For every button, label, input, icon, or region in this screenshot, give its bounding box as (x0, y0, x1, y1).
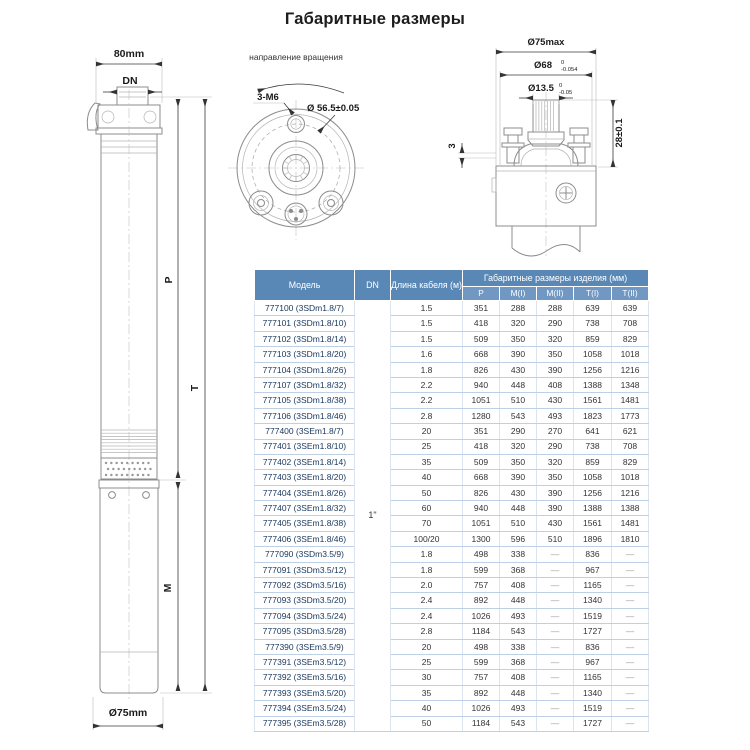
table-row (255, 608, 649, 623)
cell-dimension: 408 (537, 377, 574, 392)
table-row (255, 454, 649, 469)
cell-dimension: 621 (612, 424, 649, 439)
pump-outlet (117, 87, 148, 105)
cell-model: 777395 (3SEm3.5/28) (255, 716, 355, 731)
cell-cable-length: 20 (391, 424, 463, 439)
table-row (255, 301, 649, 316)
cell-cable-length: 1.8 (391, 362, 463, 377)
cell-dimension: 498 (463, 547, 500, 562)
cell-dimension: 1184 (463, 716, 500, 731)
cell-model: 777390 (3SEm3.5/9) (255, 639, 355, 654)
cell-dimension: 338 (500, 639, 537, 654)
table-row (255, 547, 649, 562)
cell-dimension: 390 (537, 485, 574, 500)
column-header-t1: T(I) (574, 287, 612, 301)
table-row (255, 424, 649, 439)
cell-dimension: — (612, 624, 649, 639)
cell-dimension: 368 (500, 654, 537, 669)
cell-dimension: 940 (463, 501, 500, 516)
cell-dimension: 430 (500, 485, 537, 500)
cell-cable-length: 2.0 (391, 578, 463, 593)
cell-dimension: 1348 (612, 377, 649, 392)
cell-dimension: — (537, 654, 574, 669)
cell-dimension: 1051 (463, 393, 500, 408)
cell-dimension: 1026 (463, 701, 500, 716)
cell-dimension: 1727 (574, 624, 612, 639)
cell-dimension: 826 (463, 362, 500, 377)
cell-dimension: — (612, 593, 649, 608)
dim-gap-label: 3 (447, 143, 458, 149)
cell-model: 777391 (3SEm3.5/12) (255, 654, 355, 669)
strainer-holes (106, 463, 155, 475)
dim-height-label: 28±0.1 (614, 118, 625, 148)
cell-dimension: — (612, 701, 649, 716)
cell-dimension: 1388 (574, 377, 612, 392)
dim-shaft-label: Ø13.5 (528, 83, 554, 94)
cell-dimension: 1810 (612, 531, 649, 546)
table-row (255, 685, 649, 700)
cell-dimension: 639 (612, 301, 649, 316)
cell-dimension: 1165 (574, 578, 612, 593)
cell-dimension: 510 (537, 531, 574, 546)
cell-dimension: 1340 (574, 685, 612, 700)
cell-dimension: 351 (463, 301, 500, 316)
table-row (255, 639, 649, 654)
bolt-circle-label: Ø 56.5±0.05 (307, 103, 360, 114)
cell-cable-length: 40 (391, 701, 463, 716)
column-header-m1: M(I) (500, 287, 537, 301)
cell-model: 777405 (3SEm1.8/38) (255, 516, 355, 531)
cell-dimension: 967 (574, 654, 612, 669)
cell-dimension: — (537, 578, 574, 593)
shaft-splines (536, 101, 553, 131)
cell-dimension: — (537, 701, 574, 716)
cell-dimension: 1165 (574, 670, 612, 685)
cell-model: 777091 (3SDm3.5/12) (255, 562, 355, 577)
pump-top-view (228, 52, 364, 240)
motor-top-view (447, 37, 625, 256)
cell-dimension: — (612, 716, 649, 731)
cell-dimension: 829 (612, 331, 649, 346)
dim-shaft-tol-lower: -0.05 (559, 90, 573, 96)
cell-model: 777104 (3SDm1.8/26) (255, 362, 355, 377)
cell-dimension: 1561 (574, 516, 612, 531)
table-row (255, 347, 649, 362)
cell-dimension: 430 (537, 516, 574, 531)
cell-dimension: 1216 (612, 362, 649, 377)
column-header-m2: M(II) (537, 287, 574, 301)
cell-dimension: 668 (463, 347, 500, 362)
cell-dimension: 639 (574, 301, 612, 316)
column-header-p: P (463, 287, 500, 301)
cell-dimension: 836 (574, 639, 612, 654)
cell-dimension: — (612, 578, 649, 593)
cell-model: 777093 (3SDm3.5/20) (255, 593, 355, 608)
bolt-hole-left (249, 191, 273, 215)
cell-dimension: 1018 (612, 347, 649, 362)
table-row (255, 439, 649, 454)
cell-dimension: 1388 (612, 501, 649, 516)
cell-dimension: 1051 (463, 516, 500, 531)
cell-dimension: 320 (500, 316, 537, 331)
cell-dimension: 1823 (574, 408, 612, 423)
cell-cable-length: 2.4 (391, 608, 463, 623)
dim-t-label: T (189, 384, 201, 392)
table-row (255, 316, 649, 331)
cell-dimension: 288 (500, 301, 537, 316)
cell-dimension: 543 (500, 716, 537, 731)
cell-model: 777101 (3SDm1.8/10) (255, 316, 355, 331)
table-row (255, 377, 649, 392)
cell-dimension: 1896 (574, 531, 612, 546)
cell-model: 777106 (3SDm1.8/46) (255, 408, 355, 423)
cell-dimension: 320 (537, 454, 574, 469)
cell-dimension: 270 (537, 424, 574, 439)
dim-outlet-label: DN (122, 75, 138, 87)
cell-dimension: 940 (463, 377, 500, 392)
cell-dimension: — (537, 639, 574, 654)
cell-dimension: 599 (463, 654, 500, 669)
cell-model: 777090 (3SDm3.5/9) (255, 547, 355, 562)
cell-cable-length: 60 (391, 501, 463, 516)
cell-model: 777403 (3SEm1.8/20) (255, 470, 355, 485)
cell-model: 777393 (3SEm3.5/20) (255, 685, 355, 700)
cell-dimension: 430 (537, 393, 574, 408)
cell-cable-length: 100/20 (391, 531, 463, 546)
column-header-dimensions-group: Габаритные размеры изделия (мм) (463, 270, 649, 287)
cell-cable-length: 25 (391, 654, 463, 669)
cell-dimension: 448 (500, 593, 537, 608)
dimensions-table (254, 269, 649, 732)
column-header-cable: Длина кабеля (м) (391, 270, 463, 301)
cell-cable-length: 1.8 (391, 547, 463, 562)
stud-right (568, 128, 590, 163)
cell-cable-length: 30 (391, 670, 463, 685)
table-row (255, 578, 649, 593)
cell-model: 777402 (3SEm1.8/14) (255, 454, 355, 469)
cell-model: 777406 (3SEm1.8/46) (255, 531, 355, 546)
cell-dimension: 1561 (574, 393, 612, 408)
cell-dimension: 708 (612, 439, 649, 454)
table-row (255, 701, 649, 716)
cell-dimension: 408 (500, 578, 537, 593)
cell-dimension: 448 (500, 685, 537, 700)
cell-dimension: 826 (463, 485, 500, 500)
cell-model: 777392 (3SEm3.5/16) (255, 670, 355, 685)
cell-dimension: 390 (537, 501, 574, 516)
cell-dimension: — (537, 685, 574, 700)
cell-dimension: 1727 (574, 716, 612, 731)
cell-dimension: 892 (463, 593, 500, 608)
dim-shaft-tol-upper: 0 (559, 83, 563, 89)
cell-dimension: — (537, 593, 574, 608)
cell-dimension: 350 (537, 347, 574, 362)
table-row (255, 624, 649, 639)
cell-dimension: 1216 (612, 485, 649, 500)
motor-screw-left (109, 492, 116, 499)
cell-dimension: — (537, 547, 574, 562)
cell-dimension: 493 (537, 408, 574, 423)
cell-dimension: 859 (574, 454, 612, 469)
cell-dimension: 493 (500, 701, 537, 716)
table-row (255, 470, 649, 485)
dim-spigot-tol-upper: 0 (561, 60, 565, 66)
cell-cable-length: 70 (391, 516, 463, 531)
cell-dimension: 892 (463, 685, 500, 700)
cell-dimension: 757 (463, 578, 500, 593)
cell-dimension: 708 (612, 316, 649, 331)
cell-dimension: — (537, 562, 574, 577)
cell-dimension: 351 (463, 424, 500, 439)
cell-dimension: 390 (500, 347, 537, 362)
table-row (255, 485, 649, 500)
cell-model: 777107 (3SDm1.8/32) (255, 377, 355, 392)
cell-cable-length: 35 (391, 685, 463, 700)
dim-diameter-label: Ø75mm (108, 707, 148, 719)
cell-dimension: 1058 (574, 347, 612, 362)
cell-model: 777407 (3SEm1.8/32) (255, 501, 355, 516)
cell-cable-length: 1.5 (391, 331, 463, 346)
cell-dimension: 738 (574, 316, 612, 331)
cell-dimension: 668 (463, 470, 500, 485)
cell-dimension: — (612, 654, 649, 669)
cell-cable-length: 50 (391, 485, 463, 500)
cell-dimension: 498 (463, 639, 500, 654)
cell-dimension: 338 (500, 547, 537, 562)
column-header-t2: T(II) (612, 287, 649, 301)
cell-dimension: 408 (500, 670, 537, 685)
cell-cable-length: 1.6 (391, 347, 463, 362)
cell-dimension: 1280 (463, 408, 500, 423)
table-row (255, 531, 649, 546)
pump-side-view (87, 48, 212, 730)
cell-dimension: 390 (537, 362, 574, 377)
cell-dimension: 290 (537, 439, 574, 454)
cell-cable-length: 1.5 (391, 316, 463, 331)
cell-model: 777400 (3SEm1.8/7) (255, 424, 355, 439)
table-row (255, 501, 649, 516)
column-header-dn: DN (355, 270, 391, 301)
cell-model: 777105 (3SDm1.8/38) (255, 393, 355, 408)
cell-model: 777394 (3SEm3.5/24) (255, 701, 355, 716)
cell-dimension: 320 (537, 331, 574, 346)
cell-dimension: — (612, 562, 649, 577)
cell-model: 777095 (3SDm3.5/28) (255, 624, 355, 639)
cell-dimension: 510 (500, 516, 537, 531)
cell-model: 777094 (3SDm3.5/24) (255, 608, 355, 623)
cell-cable-length: 1.5 (391, 301, 463, 316)
cell-cable-length: 20 (391, 639, 463, 654)
cell-dimension: — (612, 547, 649, 562)
cell-dimension: 510 (500, 393, 537, 408)
cell-cable-length: 50 (391, 716, 463, 731)
cell-dimension: 1256 (574, 362, 612, 377)
cell-dimension: 829 (612, 454, 649, 469)
cell-dimension: 1388 (574, 501, 612, 516)
dim-m-label: M (162, 583, 174, 593)
cell-dimension: 350 (500, 331, 537, 346)
cell-cable-length: 2.2 (391, 393, 463, 408)
table-row (255, 516, 649, 531)
cell-dimension: 1058 (574, 470, 612, 485)
dim-spigot-tol-lower: -0.054 (561, 67, 578, 73)
cell-dimension: 290 (537, 316, 574, 331)
cell-dimension: 836 (574, 547, 612, 562)
cell-dimension: — (537, 670, 574, 685)
table-row (255, 716, 649, 731)
page-title: Габаритные размеры (284, 10, 466, 28)
cell-dimension: 599 (463, 562, 500, 577)
cell-dimension: 1481 (612, 393, 649, 408)
bolt-spec-label: 3-M6 (257, 92, 279, 103)
cell-dimension: 543 (500, 408, 537, 423)
cell-dimension: 448 (500, 501, 537, 516)
cell-dimension: 859 (574, 331, 612, 346)
cell-dimension: 493 (500, 608, 537, 623)
cell-model: 777092 (3SDm3.5/16) (255, 578, 355, 593)
table-row (255, 562, 649, 577)
cell-dimension: 418 (463, 439, 500, 454)
cell-cable-length: 2.8 (391, 624, 463, 639)
cell-dimension: 1256 (574, 485, 612, 500)
table-row (255, 393, 649, 408)
cell-dimension: 543 (500, 624, 537, 639)
cell-cable-length: 2.8 (391, 408, 463, 423)
table-row (255, 654, 649, 669)
cell-dimension: 290 (500, 424, 537, 439)
cell-model: 777401 (3SEm1.8/10) (255, 439, 355, 454)
cell-dimension: 509 (463, 331, 500, 346)
dim-width-label: 80mm (113, 48, 145, 60)
cell-dimension: 430 (500, 362, 537, 377)
cell-dimension: 738 (574, 439, 612, 454)
table-row (255, 331, 649, 346)
dim-spigot-label: Ø68 (534, 60, 552, 71)
cell-cable-length: 1.8 (391, 562, 463, 577)
cell-dimension: 1519 (574, 608, 612, 623)
cell-dimension: — (612, 608, 649, 623)
cell-dimension: 757 (463, 670, 500, 685)
cell-dimension: 368 (500, 562, 537, 577)
cell-cable-length: 35 (391, 454, 463, 469)
cell-dimension: — (612, 670, 649, 685)
cell-dimension: 320 (500, 439, 537, 454)
cell-dimension: 350 (500, 454, 537, 469)
stud-left (502, 128, 524, 163)
cell-dimension: — (537, 624, 574, 639)
cell-dn: 1" (355, 301, 391, 732)
cell-model: 777103 (3SDm1.8/20) (255, 347, 355, 362)
table-row (255, 362, 649, 377)
motor-screw-right (143, 492, 150, 499)
cell-dimension: 1519 (574, 701, 612, 716)
cell-dimension: 1773 (612, 408, 649, 423)
cell-cable-length: 25 (391, 439, 463, 454)
spec-table-body (255, 301, 649, 732)
dim-p-label: P (163, 276, 175, 284)
cell-dimension: 288 (537, 301, 574, 316)
cell-dimension: — (537, 608, 574, 623)
dim-outer-label: Ø75max (527, 37, 565, 48)
cell-dimension: 1340 (574, 593, 612, 608)
cell-dimension: 1018 (612, 470, 649, 485)
cell-dimension: 350 (537, 470, 574, 485)
cell-cable-length: 2.2 (391, 377, 463, 392)
cell-dimension: — (612, 639, 649, 654)
cell-dimension: 509 (463, 454, 500, 469)
cell-dimension: 967 (574, 562, 612, 577)
cell-dimension: 448 (500, 377, 537, 392)
cell-cable-length: 2.4 (391, 593, 463, 608)
cell-cable-length: 40 (391, 470, 463, 485)
cell-model: 777100 (3SDm1.8/7) (255, 301, 355, 316)
cell-dimension: 596 (500, 531, 537, 546)
column-header-model: Модель (255, 270, 355, 301)
cell-dimension: 418 (463, 316, 500, 331)
cell-model: 777404 (3SEm1.8/26) (255, 485, 355, 500)
rotation-note-label: направление вращения (249, 52, 343, 62)
cell-dimension: 390 (500, 470, 537, 485)
cell-dimension: 641 (574, 424, 612, 439)
cell-dimension: 1300 (463, 531, 500, 546)
table-row (255, 408, 649, 423)
cell-dimension: 1026 (463, 608, 500, 623)
cell-dimension: — (612, 685, 649, 700)
cell-dimension: 1184 (463, 624, 500, 639)
cell-dimension: — (537, 716, 574, 731)
table-row (255, 670, 649, 685)
cell-dimension: 1481 (612, 516, 649, 531)
table-row (255, 593, 649, 608)
cell-model: 777102 (3SDm1.8/14) (255, 331, 355, 346)
